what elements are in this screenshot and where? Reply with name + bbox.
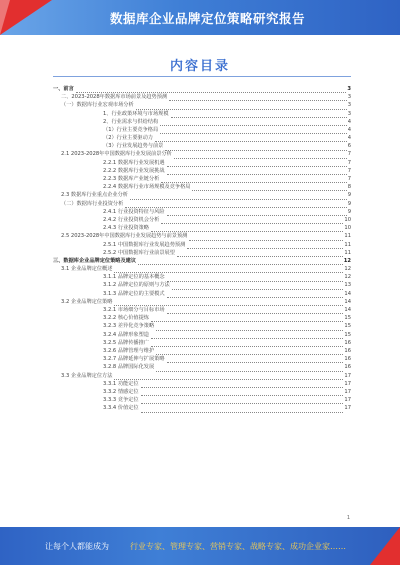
footer-text: 让每个人都能成为 xyxy=(45,542,109,551)
toc-entry-label: 3.1.1 品牌定位的基本概念 xyxy=(103,274,165,281)
toc-entry[interactable] xyxy=(53,241,351,249)
header-banner xyxy=(0,0,400,35)
toc-entry[interactable] xyxy=(53,339,351,347)
toc-entry[interactable] xyxy=(53,232,351,240)
toc-entry[interactable] xyxy=(53,134,351,142)
toc-entry[interactable] xyxy=(53,249,351,257)
toc-entry[interactable] xyxy=(53,347,351,355)
toc-entry-label: 3.2.2 核心价值提炼 xyxy=(103,315,149,322)
toc-entry-page: 4 xyxy=(347,135,351,142)
toc-entry[interactable] xyxy=(53,151,351,159)
toc-entry[interactable] xyxy=(53,355,351,363)
toc-entry-label: 3.3.1 功能定位 xyxy=(103,380,139,387)
toc-entry-page: 14 xyxy=(344,307,351,314)
toc-entry-page: 10 xyxy=(344,216,351,223)
toc-entry-page: 11 xyxy=(344,241,351,248)
footer-slogan: 行业专家、管理专家、营销专家、战略专家、成功企业家…… xyxy=(130,542,346,551)
toc-entry-label: 三、数据库企业品牌定位策略及建议 xyxy=(53,257,137,264)
toc-entry[interactable] xyxy=(53,126,351,134)
toc-entry-label: 2.2.1 数据库行业发展机遇 xyxy=(103,159,165,166)
toc-entry-page: 17 xyxy=(344,397,351,404)
toc-entry-page: 15 xyxy=(344,323,351,330)
toc-entry-page: 7 xyxy=(347,151,351,158)
toc-entry-page: 3 xyxy=(347,94,351,101)
toc-entry[interactable] xyxy=(53,404,351,412)
toc-entry-label: 2.4.3 行业投资策略 xyxy=(103,225,149,232)
toc-entry-label: 3.3.4 价值定位 xyxy=(103,405,139,412)
toc-entry[interactable] xyxy=(53,372,351,380)
table-of-contents xyxy=(53,85,351,413)
toc-entry-label: 3.2.7 品牌延伸与扩展策略 xyxy=(103,356,165,363)
toc-entry-page: 7 xyxy=(347,176,351,183)
toc-entry-label: 一、前言 xyxy=(53,85,74,92)
toc-divider xyxy=(53,76,351,77)
toc-entry-label: 3.2.5 品牌传播推广 xyxy=(103,339,149,346)
toc-entry-label: 2.3 数据库行业重点企业分析 xyxy=(61,192,128,199)
toc-entry-label: 2.5.1 中国数据库行业发展趋势预测 xyxy=(103,241,186,248)
toc-entry[interactable] xyxy=(53,265,351,273)
toc-entry[interactable] xyxy=(53,282,351,290)
toc-entry-label: （二）数据库行业投资分析 xyxy=(61,200,124,207)
toc-entry-label: 二、2023-2028年数据库市场前景及趋势预测 xyxy=(61,94,168,101)
footer-banner xyxy=(0,527,400,565)
toc-entry-page: 12 xyxy=(343,257,351,264)
footer-red-corner xyxy=(370,527,400,565)
toc-entry-page: 16 xyxy=(344,364,351,371)
toc-entry[interactable] xyxy=(53,298,351,306)
toc-entry[interactable] xyxy=(53,388,351,396)
toc-entry-page: 3 xyxy=(347,85,351,92)
toc-entry-page: 16 xyxy=(344,339,351,346)
toc-entry[interactable] xyxy=(53,363,351,371)
toc-entry[interactable] xyxy=(53,175,351,183)
toc-entry-page: 17 xyxy=(344,380,351,387)
toc-entry-page: 12 xyxy=(344,274,351,281)
toc-entry[interactable] xyxy=(53,380,351,388)
toc-entry-page: 17 xyxy=(344,372,351,379)
toc-entry-page: 4 xyxy=(347,118,351,125)
toc-entry-page: 3 xyxy=(347,102,351,109)
toc-entry-label: 1、行业政策环境与市场规模 xyxy=(103,110,169,117)
toc-entry-page: 14 xyxy=(344,298,351,305)
toc-entry[interactable] xyxy=(53,396,351,404)
toc-entry-label: 3.2.8 品牌国际化发展 xyxy=(103,364,155,371)
toc-entry-page: 16 xyxy=(344,356,351,363)
toc-leader-dots xyxy=(141,407,344,413)
toc-entry-page: 12 xyxy=(344,266,351,273)
toc-entry-label: （一）数据库行业宏观市场分析 xyxy=(61,102,134,109)
toc-entry-label: 2.2.3 数据库产业链分析 xyxy=(103,176,160,183)
toc-entry-page: 10 xyxy=(344,225,351,232)
toc-entry-label: 3.3 企业品牌定位方法 xyxy=(61,372,113,379)
toc-entry-label: 3.2 企业品牌定位策略 xyxy=(61,298,113,305)
toc-entry-page: 9 xyxy=(347,192,351,199)
toc-entry[interactable] xyxy=(53,191,351,199)
toc-entry[interactable] xyxy=(53,159,351,167)
toc-entry[interactable] xyxy=(53,183,351,191)
toc-entry-label: （2）行业主要驱动力 xyxy=(103,135,153,142)
toc-entry[interactable] xyxy=(53,93,351,101)
toc-entry-page: 9 xyxy=(347,208,351,215)
toc-entry[interactable] xyxy=(53,314,351,322)
toc-entry[interactable] xyxy=(53,257,351,265)
toc-entry[interactable] xyxy=(53,290,351,298)
toc-entry-label: 2.1 2023-2028年中国数据库行业发展前景分析 xyxy=(61,151,172,158)
toc-entry[interactable] xyxy=(53,85,351,93)
toc-entry-label: 3.2.6 品牌管理与维护 xyxy=(103,347,155,354)
toc-entry[interactable] xyxy=(53,273,351,281)
toc-entry-label: 2.4.1 行业投资特征与风险 xyxy=(103,208,165,215)
toc-entry[interactable] xyxy=(53,331,351,339)
toc-entry-page: 9 xyxy=(347,200,351,207)
toc-entry-page: 15 xyxy=(344,315,351,322)
toc-entry[interactable] xyxy=(53,142,351,150)
toc-entry[interactable] xyxy=(53,200,351,208)
toc-entry[interactable] xyxy=(53,110,351,118)
toc-entry-page: 15 xyxy=(344,331,351,338)
toc-entry[interactable] xyxy=(53,216,351,224)
header-corner-highlight xyxy=(0,0,10,35)
toc-entry[interactable] xyxy=(53,118,351,126)
toc-entry-page: 17 xyxy=(344,388,351,395)
toc-heading: 内容目录 xyxy=(169,59,230,74)
page-number: 1 xyxy=(346,515,350,521)
toc-entry-page: 8 xyxy=(347,184,351,191)
toc-entry-label: 3.1.3 品牌定位的主要模式 xyxy=(103,290,165,297)
toc-entry-page: 3 xyxy=(347,110,351,117)
toc-entry-label: 3.3.3 竞争定位 xyxy=(103,397,139,404)
toc-entry[interactable] xyxy=(53,167,351,175)
toc-entry-label: 3.2.4 品牌形象塑造 xyxy=(103,331,149,338)
toc-entry-page: 7 xyxy=(347,167,351,174)
toc-entry-label: 2.2.4 数据库行业市场规模及竞争格局 xyxy=(103,184,191,191)
toc-entry-label: 3.1 企业品牌定位概述 xyxy=(61,266,113,273)
toc-entry[interactable] xyxy=(53,306,351,314)
toc-entry-page: 13 xyxy=(344,282,351,289)
toc-entry[interactable] xyxy=(53,224,351,232)
toc-entry-page: 7 xyxy=(347,159,351,166)
toc-entry-label: （3）行业发展趋势与前景 xyxy=(103,143,164,150)
toc-entry[interactable] xyxy=(53,208,351,216)
toc-entry-page: 16 xyxy=(344,347,351,354)
toc-entry-page: 6 xyxy=(347,143,351,150)
toc-entry-label: 3.2.1 市场细分与目标市场 xyxy=(103,307,165,314)
toc-entry-label: 3.1.2 品牌定位的原则与方法 xyxy=(103,282,170,289)
toc-entry-page: 17 xyxy=(344,405,351,412)
toc-entry-label: （1）行业主要竞争格局 xyxy=(103,126,159,133)
toc-entry-label: 2.4.2 行业投资机会分析 xyxy=(103,216,160,223)
toc-entry-page: 4 xyxy=(347,126,351,133)
toc-entry[interactable] xyxy=(53,322,351,330)
report-title: 数据库企业品牌定位策略研究报告 xyxy=(110,11,306,26)
toc-entry-label: 3.2.3 差异化竞争策略 xyxy=(103,323,155,330)
toc-entry-page: 11 xyxy=(344,233,351,240)
toc-entry-label: 2.5 2023-2028年中国数据库行业发展趋势与前景预测 xyxy=(61,233,188,240)
toc-entry-label: 3.3.2 情感定位 xyxy=(103,388,139,395)
toc-entry-label: 2.2.2 数据库行业发展挑战 xyxy=(103,167,165,174)
toc-entry-label: 2、行业需求与供给结构 xyxy=(103,118,159,125)
toc-entry-page: 14 xyxy=(344,290,351,297)
toc-entry[interactable] xyxy=(53,101,351,109)
toc-entry-label: 2.5.2 中国数据库行业前景展望 xyxy=(103,249,175,256)
toc-entry-page: 11 xyxy=(344,249,351,256)
